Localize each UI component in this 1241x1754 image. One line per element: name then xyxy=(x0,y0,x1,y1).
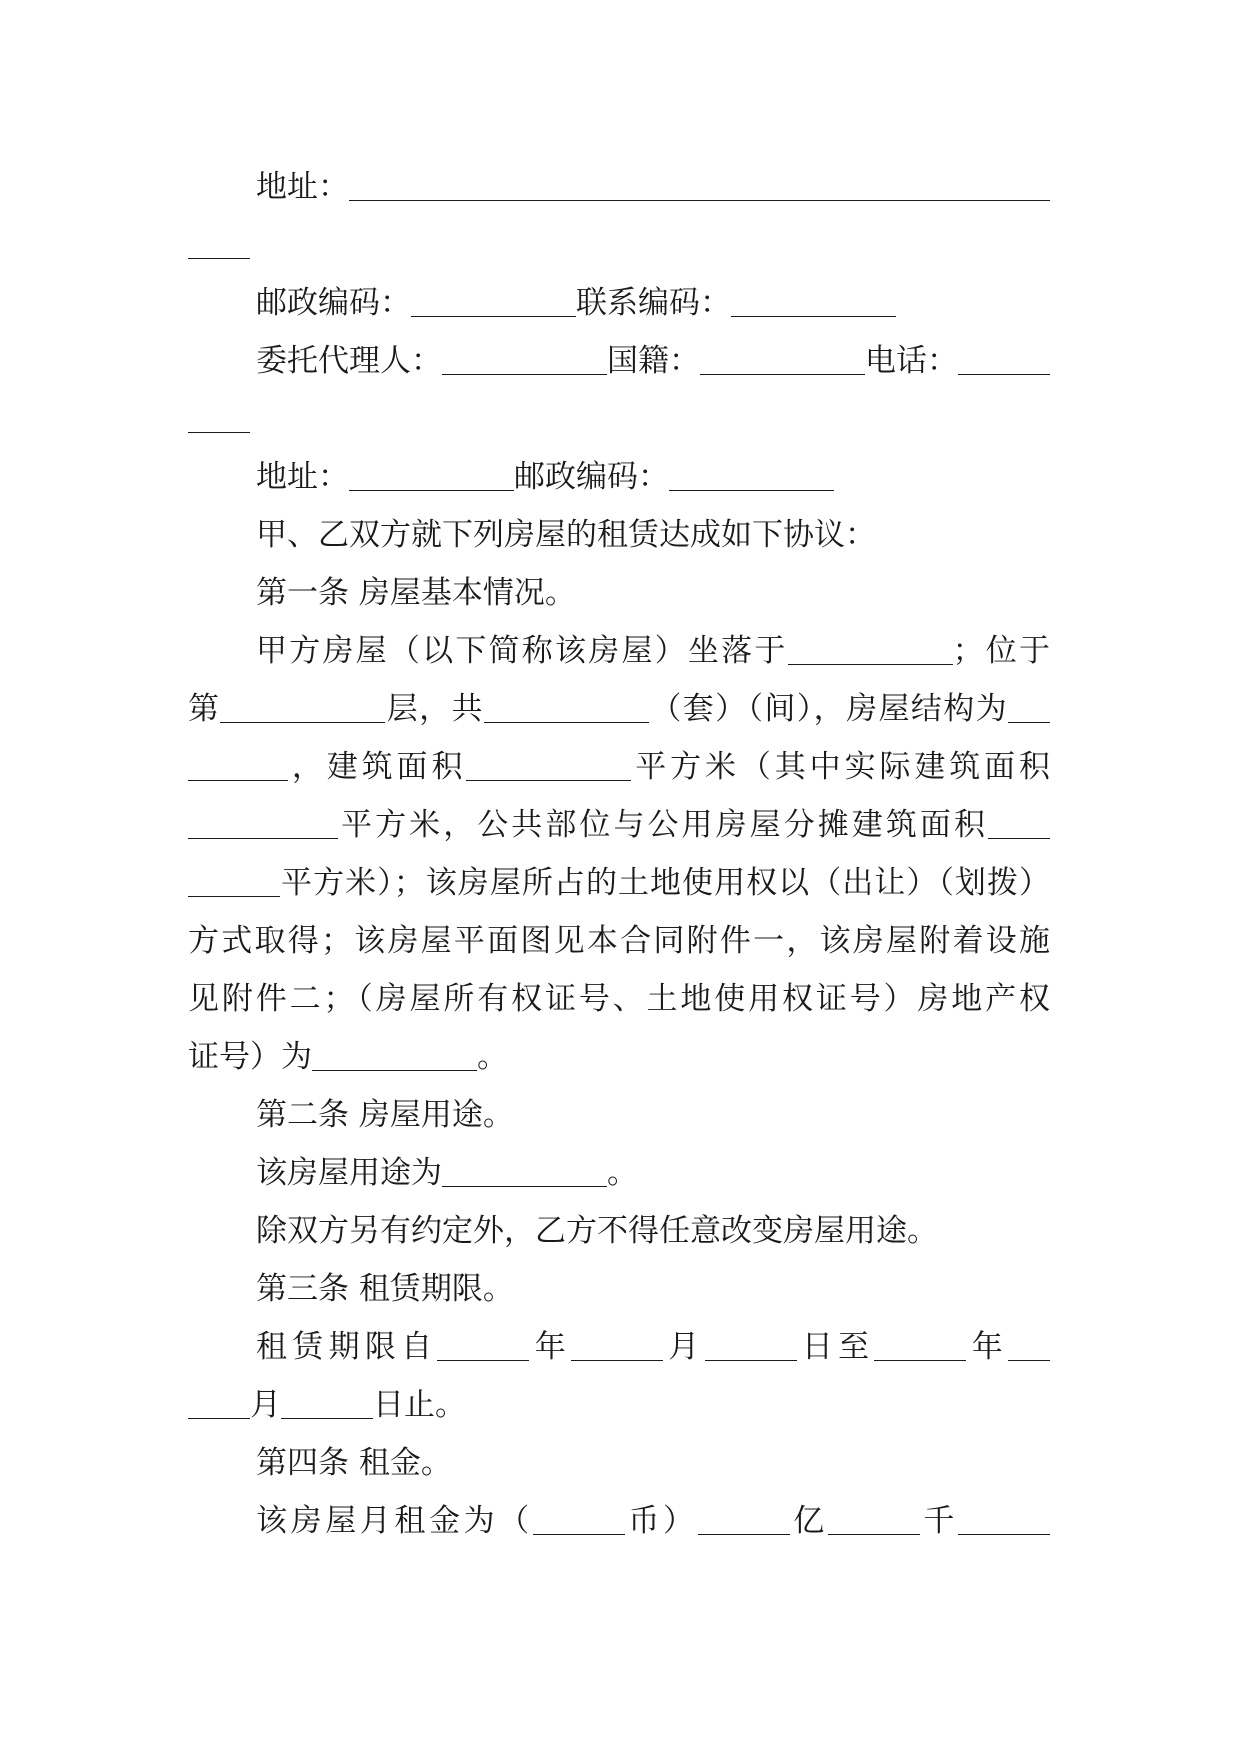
text: 该房屋月租金为（ xyxy=(256,1503,533,1539)
article1-line3 xyxy=(188,738,1050,796)
agent-line-cont xyxy=(188,390,1050,448)
article1-line1 xyxy=(188,622,1050,680)
text: 层，共 xyxy=(385,691,484,727)
article1-line8 xyxy=(188,1028,1050,1086)
article2-title xyxy=(188,1086,1050,1144)
text: 币） xyxy=(624,1503,698,1539)
address-line-cont xyxy=(188,216,1050,274)
shared-area-blank-cont[interactable] xyxy=(188,863,280,897)
article3-line1 xyxy=(188,1318,1050,1376)
text: 平方米，公共部位与公用房屋分摊建筑面积 xyxy=(338,807,988,843)
start-month-blank[interactable] xyxy=(571,1327,663,1361)
end-month-blank-cont[interactable] xyxy=(188,1385,250,1419)
text: 千 xyxy=(919,1503,959,1539)
amount-blank[interactable] xyxy=(958,1501,1050,1535)
postal2-label: 邮政编码： xyxy=(514,459,669,495)
text: 日至 xyxy=(796,1329,875,1365)
article1-line4 xyxy=(188,796,1050,854)
shared-area-blank[interactable] xyxy=(988,805,1050,839)
article3-title xyxy=(188,1260,1050,1318)
address-blank-cont[interactable] xyxy=(188,225,250,259)
text: 日止。 xyxy=(373,1387,466,1423)
article2-line2 xyxy=(188,1202,1050,1260)
end-year-blank[interactable] xyxy=(874,1327,966,1361)
text: 租赁期限自 xyxy=(256,1329,438,1365)
address2-label: 地址： xyxy=(256,459,349,495)
structure-blank[interactable] xyxy=(1008,689,1050,723)
contact-label: 联系编码： xyxy=(576,285,731,321)
text: 该房屋用途为 xyxy=(256,1155,442,1191)
text: 方式取得；该房屋平面图见本合同附件一，该房屋附着设施 xyxy=(188,923,1050,959)
phone-blank[interactable] xyxy=(958,341,1050,375)
structure-blank-cont[interactable] xyxy=(188,747,288,781)
start-year-blank[interactable] xyxy=(437,1327,529,1361)
text: ，建筑面积 xyxy=(288,749,467,785)
nationality-label: 国籍： xyxy=(607,343,700,379)
article1-line2 xyxy=(188,680,1050,738)
nationality-blank[interactable] xyxy=(700,341,865,375)
text: 年 xyxy=(529,1329,572,1365)
agent-line xyxy=(188,332,1050,390)
address2-blank[interactable] xyxy=(349,457,514,491)
text: 亿 xyxy=(789,1503,828,1539)
area-blank[interactable] xyxy=(466,747,631,781)
text: 除双方另有约定外，乙方不得任意改变房屋用途。 xyxy=(256,1213,938,1249)
location-blank[interactable] xyxy=(788,631,953,665)
postal-contact-line xyxy=(188,274,1050,332)
address-label: 地址： xyxy=(256,169,349,205)
start-day-blank[interactable] xyxy=(705,1327,797,1361)
article1-line7 xyxy=(188,970,1050,1028)
postal-blank[interactable] xyxy=(411,283,576,317)
address2-line xyxy=(188,448,1050,506)
text: 见附件二；（房屋所有权证号、土地使用权证号）房地产权 xyxy=(188,981,1050,1017)
agent-label: 委托代理人： xyxy=(256,343,442,379)
address-line xyxy=(188,158,1050,216)
article4-title-text: 第四条 租金。 xyxy=(256,1445,452,1481)
text: 月 xyxy=(250,1387,281,1423)
certificate-blank[interactable] xyxy=(312,1037,477,1071)
text: 。 xyxy=(607,1155,638,1191)
floor-blank[interactable] xyxy=(220,689,385,723)
end-day-blank[interactable] xyxy=(281,1385,373,1419)
postal-label: 邮政编码： xyxy=(256,285,411,321)
phone-blank-cont[interactable] xyxy=(188,399,250,433)
text: 平方米）；该房屋所占的土地使用权以（出让）（划拨） xyxy=(280,865,1050,901)
agent-blank[interactable] xyxy=(442,341,607,375)
text: 月 xyxy=(663,1329,705,1365)
postal2-blank[interactable] xyxy=(669,457,834,491)
article3-title-text: 第三条 租赁期限。 xyxy=(256,1271,514,1307)
article4-line1 xyxy=(188,1492,1050,1550)
agreement-line xyxy=(188,506,1050,564)
article2-line1 xyxy=(188,1144,1050,1202)
text: 平方米（其中实际建筑面积 xyxy=(631,749,1050,785)
address-blank[interactable] xyxy=(349,167,1050,201)
article1-line5 xyxy=(188,854,1050,912)
yi-blank[interactable] xyxy=(698,1501,790,1535)
qian-blank[interactable] xyxy=(828,1501,920,1535)
text: ；位于 xyxy=(952,633,1050,669)
article1-title-text: 第一条 房屋基本情况。 xyxy=(256,575,576,611)
article1-line6 xyxy=(188,912,1050,970)
agreement-text: 甲、乙双方就下列房屋的租赁达成如下协议： xyxy=(256,517,876,553)
text: 证号）为 xyxy=(188,1039,312,1075)
text: 第 xyxy=(188,691,221,727)
text: （套）（间），房屋结构为 xyxy=(648,691,1009,727)
units-blank[interactable] xyxy=(484,689,649,723)
actual-area-blank[interactable] xyxy=(188,805,338,839)
phone-label: 电话： xyxy=(865,343,958,379)
text: 。 xyxy=(477,1039,508,1075)
article1-title xyxy=(188,564,1050,622)
end-month-blank[interactable] xyxy=(1008,1327,1050,1361)
article4-title xyxy=(188,1434,1050,1492)
text: 年 xyxy=(966,1329,1009,1365)
text: 甲方房屋（以下简称该房屋）坐落于 xyxy=(256,633,788,669)
contact-blank[interactable] xyxy=(731,283,896,317)
article2-title-text: 第二条 房屋用途。 xyxy=(256,1097,514,1133)
currency-blank[interactable] xyxy=(533,1501,625,1535)
usage-blank[interactable] xyxy=(442,1153,607,1187)
article3-line2 xyxy=(188,1376,1050,1434)
document-page xyxy=(188,158,1050,1550)
